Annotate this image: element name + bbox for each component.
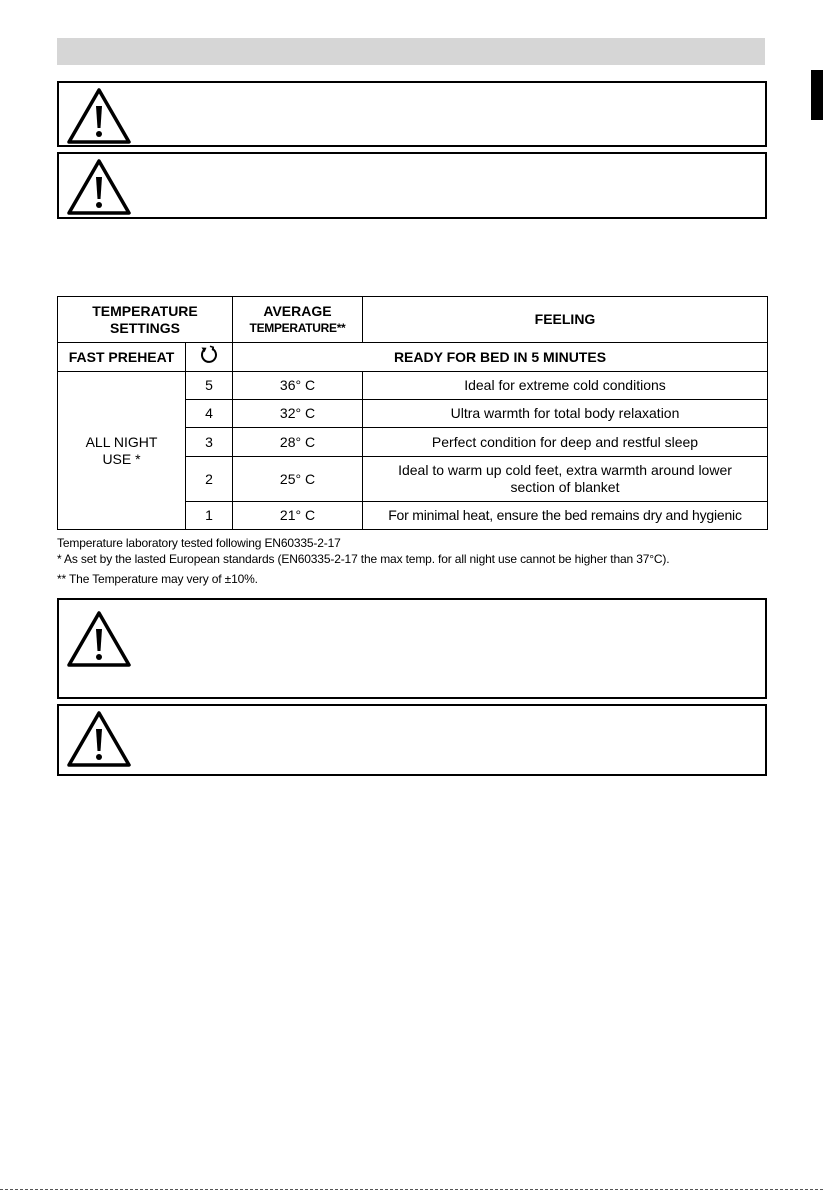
setting-value: 1	[186, 502, 233, 530]
temperature-settings-table	[57, 296, 768, 530]
fast-preheat-label: FAST PREHEAT	[58, 343, 186, 372]
footer-rule	[0, 1189, 823, 1190]
feeling-text: Perfect condition for deep and restful sleep	[363, 428, 768, 457]
warning-triangle-icon	[65, 157, 133, 217]
warning-box	[57, 152, 767, 219]
warning-triangle-icon	[65, 609, 133, 669]
setting-value: 5	[186, 372, 233, 400]
warning-box	[57, 704, 767, 776]
warning-box	[57, 598, 767, 699]
average-temperature-header: AVERAGE TEMPERATURE**	[233, 297, 363, 343]
fast-preheat-row	[58, 343, 768, 372]
temperature-value: 28° C	[233, 428, 363, 457]
warning-triangle-icon	[65, 709, 133, 769]
language-edge-tab	[811, 70, 823, 120]
temperature-value: 32° C	[233, 400, 363, 428]
clock-rotate-icon	[198, 344, 220, 366]
feeling-text: Ultra warmth for total body relaxation	[363, 400, 768, 428]
table-row	[58, 372, 768, 400]
feeling-text: Ideal for extreme cold conditions	[363, 372, 768, 400]
table-footnotes	[57, 535, 777, 587]
setting-value: 3	[186, 428, 233, 457]
preheat-icon-cell	[186, 343, 233, 372]
section-header-bar	[57, 38, 765, 65]
temperature-value: 21° C	[233, 502, 363, 530]
footnote-lab-test: Temperature laboratory tested following EN60335-2-17	[57, 536, 341, 550]
settings-header: TEMPERATURE SETTINGS	[58, 297, 233, 343]
footnote-standards: * As set by the lasted European standards (EN60335-2-17 the max temp. for all night use cannot be higher than 37°C).	[57, 552, 670, 566]
setting-value: 2	[186, 457, 233, 502]
footnote-tolerance: ** The Temperature may very of ±10%.	[57, 572, 258, 586]
warning-box	[57, 81, 767, 147]
table-header-row	[58, 297, 768, 343]
temperature-value: 36° C	[233, 372, 363, 400]
feeling-text: Ideal to warm up cold feet, extra warmth around lower section of blanket	[363, 457, 768, 502]
warning-triangle-icon	[65, 86, 133, 146]
feeling-text: For minimal heat, ensure the bed remains dry and hygienic	[363, 502, 768, 530]
feeling-header: FEELING	[363, 297, 768, 343]
preheat-ready-text: READY FOR BED IN 5 MINUTES	[233, 343, 768, 372]
setting-value: 4	[186, 400, 233, 428]
temperature-value: 25° C	[233, 457, 363, 502]
all-night-use-label: ALL NIGHT USE *	[58, 372, 186, 530]
